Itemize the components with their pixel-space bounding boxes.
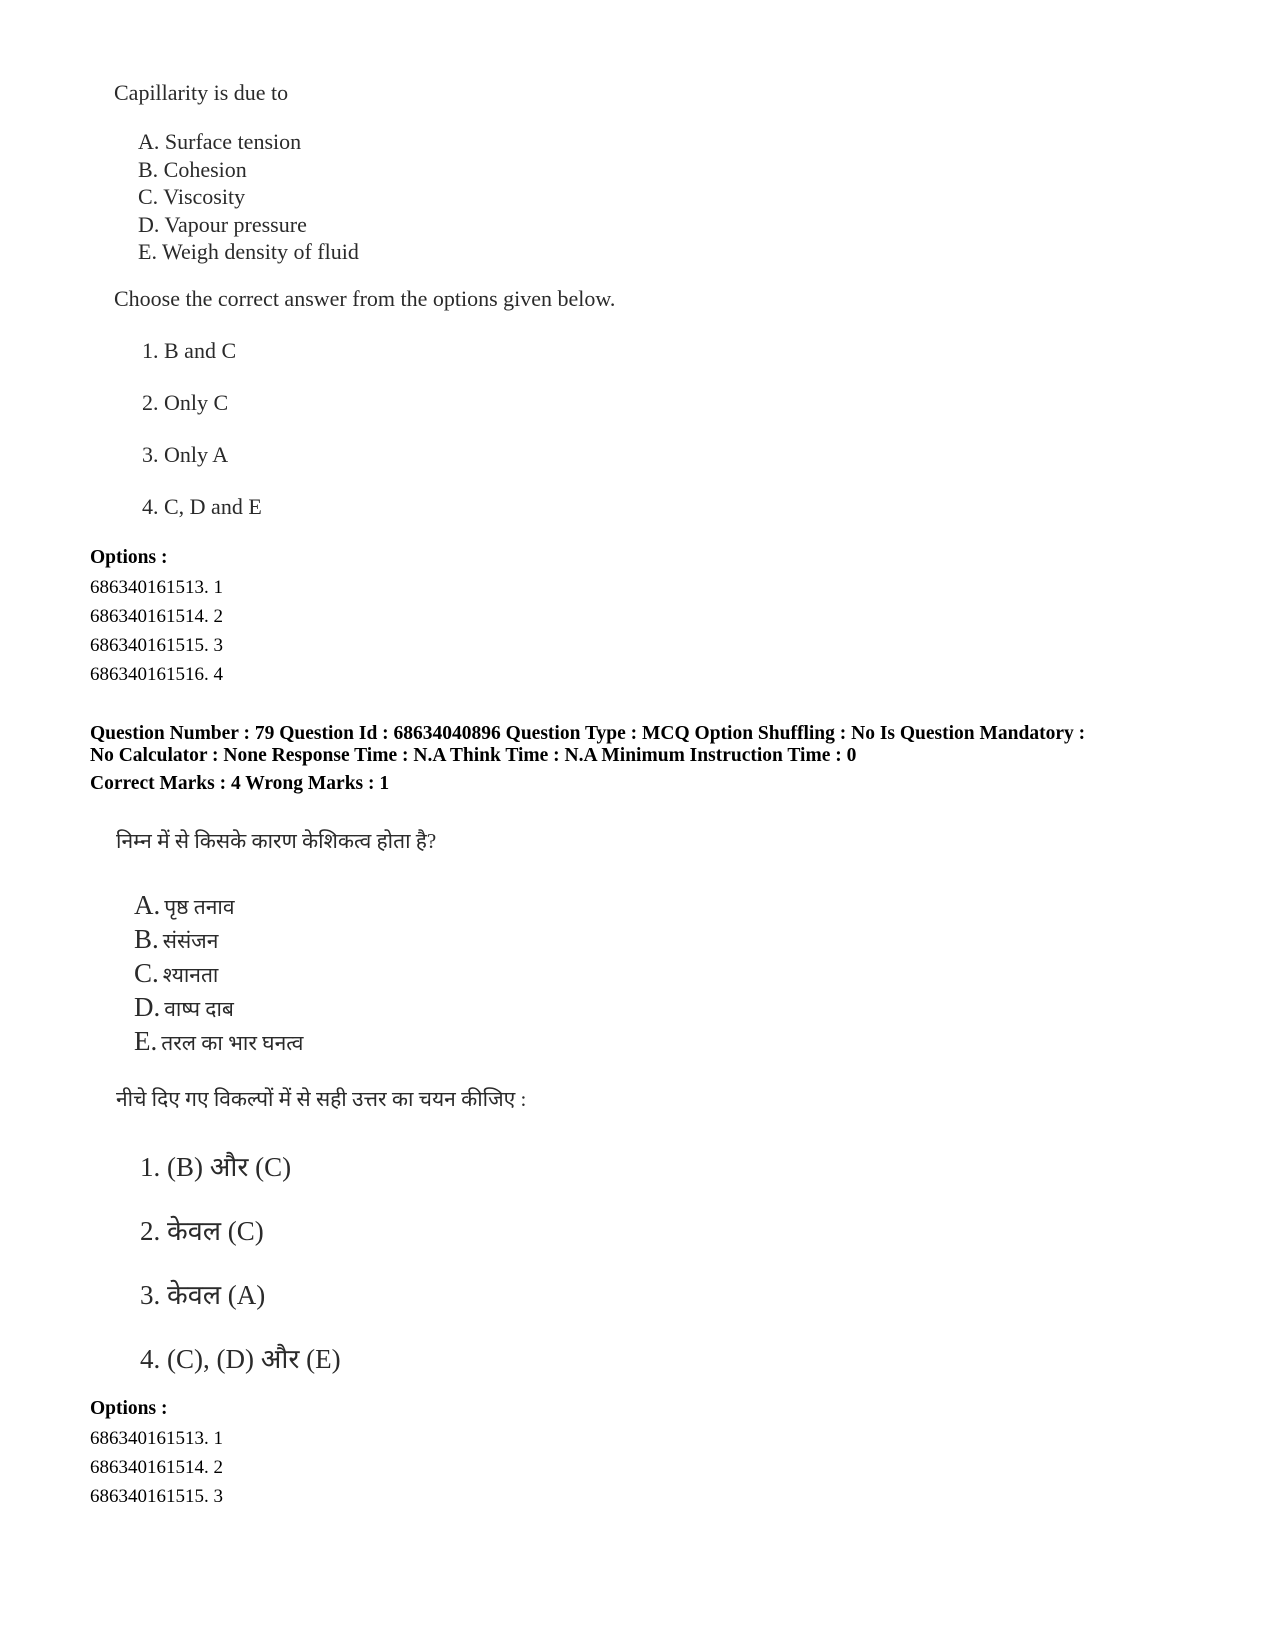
q79-item-b-letter: B. <box>134 924 159 954</box>
q79-choice-2: 2. केवल (C) <box>140 1216 264 1246</box>
q78-option-4: 686340161516. 4 <box>90 664 223 685</box>
q78-option-1: 686340161513. 1 <box>90 577 223 598</box>
q79-option-3: 686340161515. 3 <box>90 1486 223 1507</box>
q79-item-e-text: तरल का भार घनत्व <box>161 1031 304 1055</box>
q78-statement-list <box>138 128 359 266</box>
q79-options-list <box>90 1424 223 1511</box>
q79-meta-line-2: No Calculator : None Response Time : N.A Think Time : N.A Minimum Instruction Time : 0 <box>90 745 857 766</box>
q79-item-c-letter: C. <box>134 958 159 988</box>
q78-choice-2: 2. Only C <box>142 390 229 415</box>
q78-item-d: D. Vapour pressure <box>138 211 307 237</box>
q78-choice-3: 3. Only A <box>142 442 229 467</box>
q79-item-a-letter: A. <box>134 890 161 920</box>
q79-item-b <box>134 922 303 956</box>
q78-choice-4: 4. C, D and E <box>142 494 262 519</box>
q79-item-a <box>134 888 303 922</box>
q79-option-2: 686340161514. 2 <box>90 1457 223 1478</box>
q79-item-c <box>134 956 303 990</box>
q78-item-e: E. Weigh density of fluid <box>138 239 359 264</box>
q79-meta-line-1: Question Number : 79 Question Id : 68634040896 Question Type : MCQ Option Shuffling : No Is Question Mandatory : <box>90 723 1086 744</box>
q79-item-c-text: श्यानता <box>162 963 219 987</box>
q79-item-d <box>134 990 303 1024</box>
q78-item-a: A. Surface tension <box>138 129 302 154</box>
q79-item-d-letter: D. <box>134 992 161 1022</box>
q79-options-label: Options : <box>90 1398 168 1419</box>
q78-stem: Capillarity is due to <box>114 80 289 105</box>
q79-item-b-text: संसंजन <box>162 929 219 953</box>
q78-instruction: Choose the correct answer from the options given below. <box>114 286 616 311</box>
q79-item-a-text: पृष्ठ तनाव <box>164 895 235 919</box>
q79-choice-3: 3. केवल (A) <box>140 1280 266 1310</box>
q78-options-label: Options : <box>90 547 168 568</box>
q79-item-d-text: वाष्प दाब <box>164 997 234 1021</box>
q78-choice-1: 1. B and C <box>142 338 237 363</box>
q78-item-c: C. Viscosity <box>138 184 246 209</box>
q78-item-b: B. Cohesion <box>138 156 247 182</box>
q79-statement-list <box>134 888 303 1058</box>
q79-item-e <box>134 1024 303 1058</box>
q79-item-e-letter: E. <box>134 1026 158 1056</box>
q79-instruction: नीचे दिए गए विकल्पों में से सही उत्तर का चयन कीजिए : <box>116 1087 527 1111</box>
q78-option-2: 686340161514. 2 <box>90 606 223 627</box>
q79-option-1: 686340161513. 1 <box>90 1428 223 1449</box>
q79-marks-line: Correct Marks : 4 Wrong Marks : 1 <box>90 773 390 794</box>
q79-choice-4: 4. (C), (D) और (E) <box>140 1344 341 1374</box>
q78-option-3: 686340161515. 3 <box>90 635 223 656</box>
q78-options-list <box>90 573 223 689</box>
q79-stem: निम्न में से किसके कारण केशिकत्व होता है? <box>116 829 437 853</box>
q79-choice-1: 1. (B) और (C) <box>140 1152 292 1182</box>
